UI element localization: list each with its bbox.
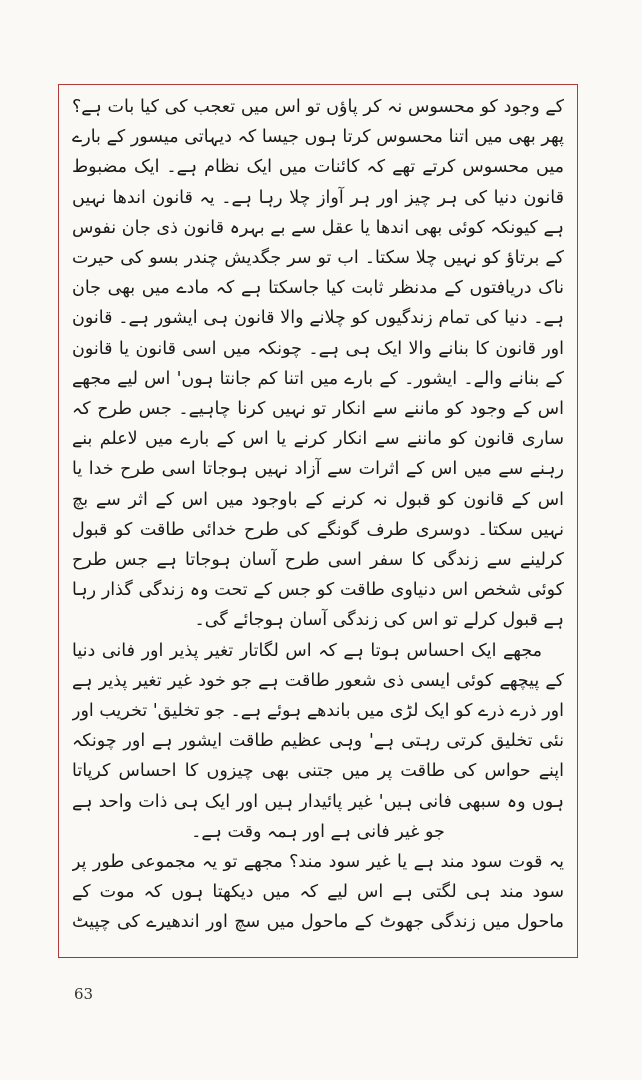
footer-divider [58, 957, 578, 958]
paragraph-3: یہ قوت سود مند ہے یا غیر سود مند؟ مجھے تو یہ مجموعی طور پر سود مند ہی لگتی ہے اس لیے کہ میں دیکھتا ہوں کہ موت کے ماحول میں زندگی جھوٹ کے ماحول میں سچ اور اندھیرے کی چپیٹ [72, 852, 564, 933]
paragraph-2: مجھے ایک احساس ہوتا ہے کہ اس لگاتار تغیر پذیر اور فانی دنیا کے پیچھے کوئی ایسی ذی شعور طاقت ہے جو خود غیر تغیر پذیر ہے اور ذرے ذرے کو ایک لڑی میں باندھے ہوئے ہے۔ جو تخلیق' تخریب اور نئی تخلیق کرتی رہتی ہے' وہی عظیم طاقت ایشور ہے اور چونکہ اپنے حواس کی طاقت پر میں جتنی بھی چیزوں کا احساس کرپاتا ہوں وہ سبھی فانی ہیں' غیر پائیدار ہیں اور ایک ہی ذات واحد ہے جو غیر فانی ہے اور ہمہ وقت ہے۔ [72, 640, 564, 842]
paragraph-1: کے وجود کو محسوس نہ کر پاؤں تو اس میں تعجب کی کیا بات ہے؟ پھر بھی میں اتنا محسوس کرتا ہوں جیسا کہ دیہاتی میسور کے بارے میں محسوس کرتے تھے کہ کائنات میں ایک نظام ہے۔ ایک مضبوط قانون دنیا کی ہر چیز اور ہر آواز چلا رہا ہے۔ یہ قانون اندھا نہیں ہے کیونکہ کوئی بھی اندھا یا عقل سے بے بہرہ قانون ذی جان نفوس کے برتاؤ کو نہیں چلا سکتا۔ اب تو سر جگدیش چندر بسو کی حیرت ناک دریافتوں کے مدنظر ثابت کیا جاسکتا ہے کہ مادے میں بھی جان ہے۔ دنیا کی تمام زندگیوں کو چلانے والا قانون ہی ایشور ہے۔ قانون اور قانون کا بنانے والا ایک ہی ہے۔ چونکہ میں اسی قانون یا قانون کے بنانے والے۔ ایشور۔ کے بارے میں اتنا کم جانتا ہوں' اس لیے مجھے اس کے وجود کو ماننے سے انکار تو نہیں کرنا چاہیے۔ جس طرح کہ ساری قانون کو ماننے سے انکار کرنے یا اس کے بارے میں لاعلم بنے رہنے سے میں اس کے اثرات سے آزاد نہیں ہوجاتا اسی طرح خدا یا اس کے قانون کو قبول نہ کرنے کے باوجود میں اس کے اثر سے بچ نہیں سکتا۔ دوسری طرف گونگے کی طرح خدائی طاقت کو قبول کرلینے سے زندگی کا سفر اسی طرح آسان ہوجاتا ہے جس طرح کوئی شخص اس دنیاوی طاقت کو جس کے تحت وہ زندگی گذار رہا ہے قبول کرلے تو اس کی زندگی آسان ہوجائے گی۔ [72, 97, 564, 631]
page-number: 63 [74, 985, 94, 1003]
body-text [72, 92, 564, 944]
